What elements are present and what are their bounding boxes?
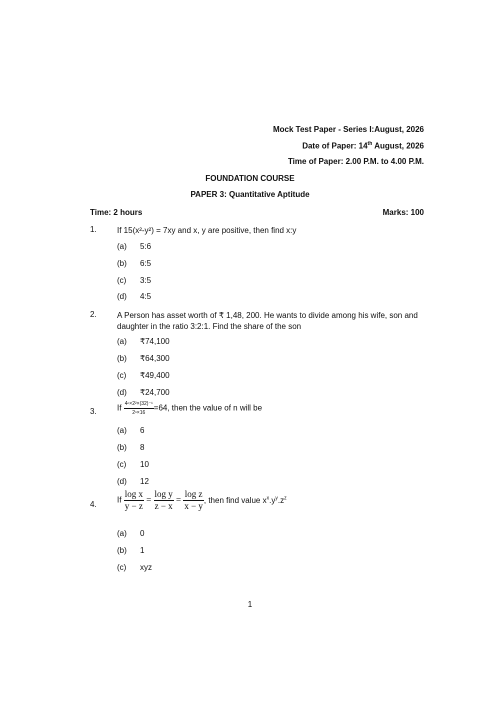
equals-sign: =	[146, 494, 152, 505]
option-value: 1	[140, 546, 145, 555]
fraction	[124, 489, 144, 512]
option	[117, 460, 149, 469]
option-label: (d)	[117, 477, 127, 486]
option-value: 8	[140, 443, 145, 452]
option-label: (c)	[117, 460, 127, 469]
question-text: A Person has asset worth of ₹ 1,48, 200. He wants to divide among his wife, son and daughter in the ratio 3:2:1. Find the share of the son	[117, 311, 418, 331]
time-line: Time of Paper: 2.00 P.M. to 4.00 P.M.	[287, 157, 424, 166]
option-label: (c)	[117, 276, 127, 285]
option	[117, 242, 151, 251]
option-value: 4:5	[140, 292, 152, 301]
question-text	[117, 489, 287, 512]
option	[117, 563, 152, 572]
option-label: (c)	[117, 563, 127, 572]
date-prefix: Date of Paper: 14	[302, 141, 368, 151]
option-label: (d)	[117, 292, 127, 301]
option-value: xyz	[140, 563, 152, 572]
fraction	[124, 400, 154, 417]
option	[117, 426, 144, 435]
option-label: (a)	[117, 242, 127, 251]
option-value: 12	[140, 477, 149, 486]
fraction-denominator: y − z	[124, 501, 143, 511]
fraction	[183, 489, 204, 512]
option	[117, 337, 170, 346]
paper-title: PAPER 3: Quantitative Aptitude	[190, 190, 310, 199]
fraction-numerator: log z	[184, 489, 203, 499]
option	[117, 388, 170, 397]
question-number: 2.	[90, 310, 97, 319]
option-value: 3:5	[140, 276, 152, 285]
question-number: 3.	[90, 407, 97, 416]
marks: Marks: 100	[382, 208, 424, 217]
duration: Time: 2 hours	[90, 208, 143, 217]
exponent: y	[275, 494, 278, 501]
option-value: 5:6	[140, 242, 152, 251]
option	[117, 371, 170, 380]
fraction	[154, 489, 174, 512]
option-value: 0	[140, 529, 145, 538]
option	[117, 477, 149, 486]
fraction-denominator: 2ⁿ×16	[132, 410, 146, 416]
question-number: 4.	[90, 500, 97, 509]
option-value: 6:5	[140, 259, 152, 268]
question-number: 1.	[90, 225, 97, 234]
date-sup: th	[367, 141, 373, 147]
equals-sign: =	[176, 494, 182, 505]
tail-text: .z	[277, 495, 285, 505]
series-line: Mock Test Paper - Series I:August, 2026	[272, 125, 424, 134]
tail-text: , then find value x	[203, 495, 267, 505]
fraction-denominator: z − x	[154, 501, 173, 511]
option-value: 6	[140, 426, 145, 435]
option	[117, 276, 151, 285]
question-text	[117, 400, 262, 417]
option-label: (b)	[117, 259, 127, 268]
option-label: (b)	[117, 546, 127, 555]
option-label: (a)	[117, 426, 127, 435]
question-tail	[204, 496, 287, 505]
option-value: ₹49,400	[140, 371, 170, 380]
option-label: (a)	[117, 337, 127, 346]
option	[117, 443, 144, 452]
option-value: 10	[140, 460, 149, 469]
option-label: (b)	[117, 443, 127, 452]
option-label: (d)	[117, 388, 127, 397]
option	[117, 354, 170, 363]
if-word: If	[117, 403, 122, 413]
option-label: (a)	[117, 529, 127, 538]
if-word: If	[117, 495, 122, 505]
option	[117, 546, 144, 555]
exponent: x	[266, 494, 270, 501]
option	[117, 259, 151, 268]
option-value: ₹64,300	[140, 354, 170, 363]
tail-text: .y	[269, 495, 276, 505]
option	[117, 529, 144, 538]
fraction-numerator: log x	[124, 489, 143, 499]
date-suffix: August, 2026	[372, 141, 424, 151]
course-title: FOUNDATION COURSE	[205, 174, 295, 183]
option-label: (b)	[117, 354, 127, 363]
fraction-numerator: log y	[154, 489, 173, 499]
question-text: If 15(x²-y²) = 7xy and x, y are positive, then find x:y	[117, 226, 297, 235]
option-value: ₹24,700	[140, 388, 170, 397]
option-label: (c)	[117, 371, 127, 380]
option-value: ₹74,100	[140, 337, 170, 346]
date-line	[302, 141, 424, 151]
exponent: z	[284, 494, 287, 501]
question-tail: =64, then the value of n will be	[153, 403, 263, 413]
option	[117, 292, 151, 301]
page-number: 1	[247, 600, 253, 609]
fraction-denominator: x − y	[184, 501, 203, 511]
fraction-numerator: 4ⁿ×2²×(32)⁻¹	[124, 401, 153, 407]
